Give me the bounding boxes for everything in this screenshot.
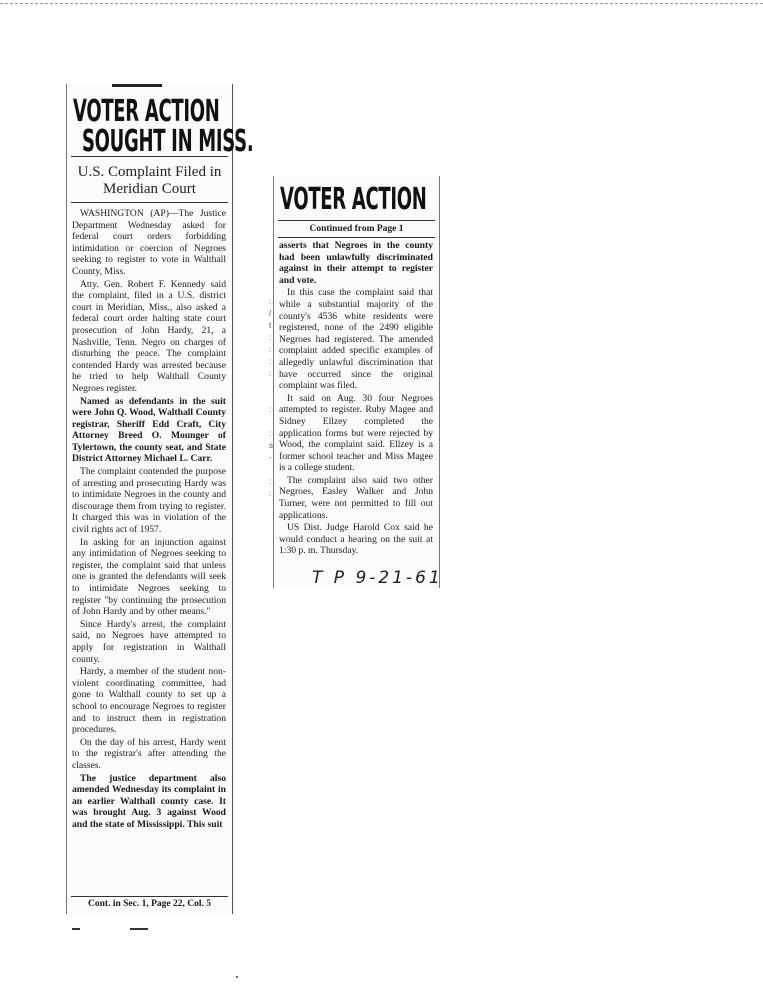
headline-line-2: SOUGHT IN MISS.: [82, 124, 254, 159]
scan-speck: [236, 976, 238, 978]
article-paragraph: In this case the complaint said that while a substantial majority of the county's 4536 white residents were registered, none of the 2490 eligible Negroes had registered. The amended complaint added specific examples of allegedly unlawful discrimination that have occurred since the original complaint was filed.: [279, 287, 433, 392]
article-paragraph: In asking for an injunction against any intimidation of Negroes seeking to register, the complaint said that unless one is granted the defendants will seek to intimidate Negroes seeking to register "by continuing the prosecution of John Hardy and by other means.": [72, 536, 226, 618]
article-paragraph: Atty. Gen. Robert F. Kennedy said the complaint, filed in a U.S. district court in Meridian, Miss., also asked a federal court order halting state court prosecution of John Hardy, 21, a Nashville, Tenn. Negro on charges of disturbing the peace. The complaint contended Hardy was arrested because he tried to help Walthall County Negroes register.: [72, 278, 226, 394]
article-body: [72, 208, 226, 831]
continuation-divider: [71, 896, 228, 897]
headline-divider: [71, 156, 228, 157]
article-paragraph: WASHINGTON (AP)—The Justice Department Wednesday asked for federal court orders forbidding intimidation or coercion of Negroes seeking to register to vote in Walthall County, Miss.: [72, 208, 226, 277]
headline-line-1: VOTER ACTION: [73, 94, 220, 129]
continued-label: Continued from Page 1: [309, 224, 404, 234]
subheadline: U.S. Complaint Filed in Meridian Court: [77, 164, 222, 197]
article-paragraph: The complaint also said two other Negroes, Easley Walker and John Turner, were not permitted to fill out applications.: [279, 474, 433, 521]
headline-divider: [278, 220, 435, 221]
article-paragraph: The complaint contended the purpose of arresting and prosecuting Hardy was to intimidate Negroes in the county and discourage them from trying to register. It charged this was in violation of the civil rights act of 1957.: [72, 466, 226, 536]
top-rule: [112, 84, 162, 87]
newspaper-clipping-continued: [269, 176, 440, 588]
deck-divider: [71, 202, 228, 203]
article-paragraph: Since Hardy's arrest, the complaint said, no Negroes have attempted to apply for registration in Walthall county.: [72, 618, 226, 665]
scan-mark: [130, 928, 148, 930]
article-paragraph-bold: asserts that Negroes in the county had been unlawfully discriminated against in their attempt to register and vote.: [279, 240, 433, 286]
article-paragraph: It said on Aug. 30 four Negroes attempted to register. Ruby Magee and Sidney Ellzey completed the application forms but were rejected by Wood, the complaint said. Ellzey is a former school teacher and Miss Magee is a college student.: [279, 392, 433, 474]
article-paragraph: Hardy, a member of the student non-violent coordinating committee, had gone to Walthall county to set up a school to encourage Negroes to register and to instruct them in registration procedures.: [72, 666, 226, 736]
continuation-line: Cont. in Sec. 1, Page 22, Col. 5: [88, 899, 211, 909]
margin-marks: : / t : : : : : : s - : :: [269, 297, 273, 498]
article-body: [279, 240, 433, 558]
article-paragraph-bold: The justice department also amended Wednesday its complaint in an earlier Walthall county case. It was brought Aug. 3 against Wood and the state of Mississippi. This suit: [72, 772, 226, 830]
scan-mark: [72, 928, 80, 930]
article-paragraph-defendants: Named as defendants in the suit were John Q. Wood, Walthall County registrar, Sheriff Edd Craft, City Attorney Breed O. Mounger of Tylertown, the county seat, and State District Attorney Michael L. Carr.: [72, 395, 226, 465]
article-paragraph: On the day of his arrest, Hardy went to the registrar's after attending the classes.: [72, 736, 226, 771]
scan-border-line: [0, 3, 763, 4]
headline: VOTER ACTION: [280, 182, 427, 217]
label-divider: [278, 237, 435, 238]
handwritten-date-note: T P 9-21-61: [312, 568, 443, 588]
article-paragraph: US Dist. Judge Harold Cox said he would conduct a hearing on the suit at 1:30 p. m. Thursday.: [279, 522, 433, 557]
newspaper-clipping-main: [66, 84, 254, 914]
